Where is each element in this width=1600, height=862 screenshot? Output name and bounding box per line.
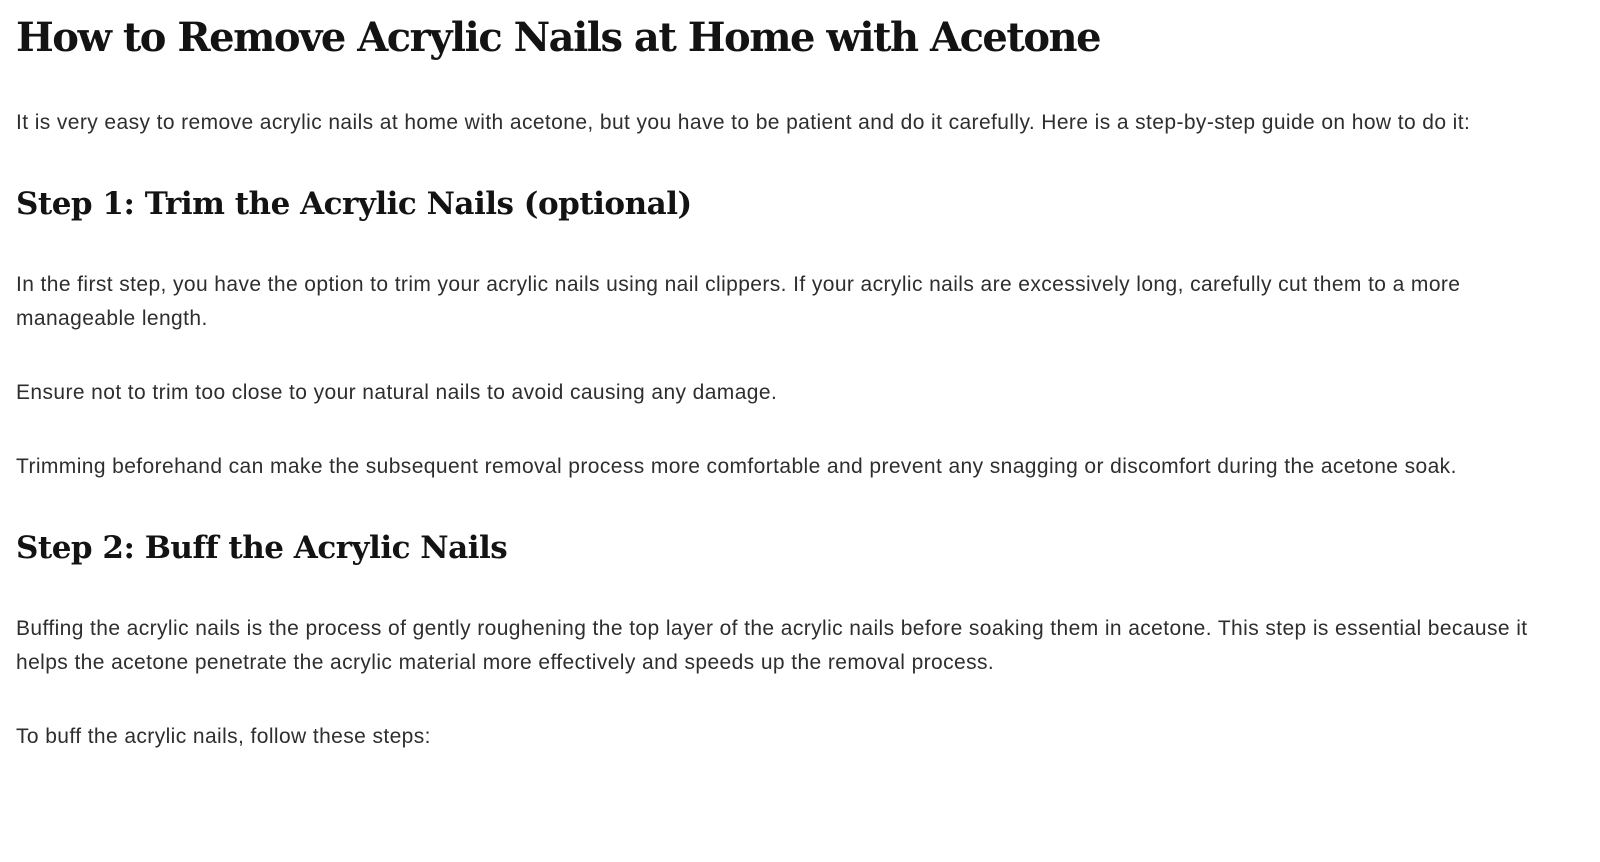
section-step-2: [16, 528, 1551, 754]
paragraph: To buff the acrylic nails, follow these steps:: [16, 725, 431, 748]
paragraph: Ensure not to trim too close to your natural nails to avoid causing any damage.: [16, 381, 778, 404]
article-title: How to Remove Acrylic Nails at Home with Acetone: [16, 14, 1101, 61]
section-step-1-heading: Step 1: Trim the Acrylic Nails (optional): [16, 186, 692, 222]
paragraph: Trimming beforehand can make the subsequent removal process more comfortable and prevent any snagging or discomfort during the acetone soak.: [16, 455, 1457, 478]
intro-paragraph: It is very easy to remove acrylic nails at home with acetone, but you have to be patient and do it carefully. Here is a step-by-step guide on how to do it:: [16, 111, 1471, 134]
section-step-1: [16, 184, 1551, 484]
paragraph: Buffing the acrylic nails is the process of gently roughening the top layer of the acrylic nails before soaking them in acetone. This step is essential because it helps the acetone penetrate the acrylic material more effectively and speeds up the removal process.: [16, 617, 1528, 674]
section-step-2-heading: Step 2: Buff the Acrylic Nails: [16, 530, 508, 566]
paragraph: In the first step, you have the option to trim your acrylic nails using nail clippers. If your acrylic nails are excessively long, carefully cut them to a more manageable length.: [16, 273, 1461, 330]
